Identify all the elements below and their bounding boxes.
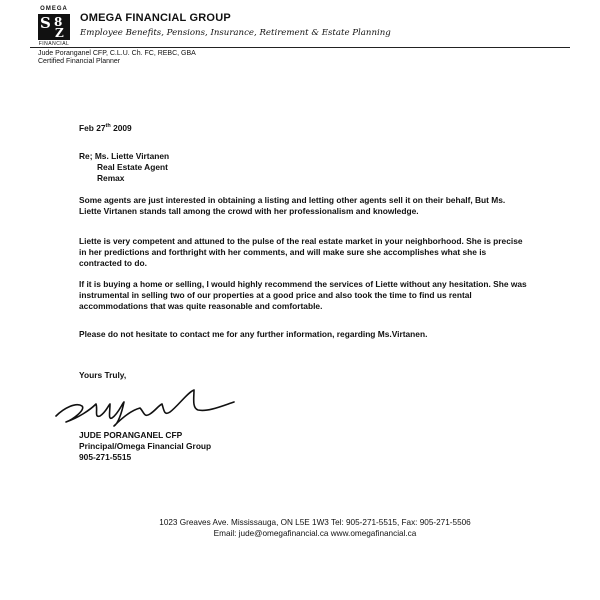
- signer-title: Principal/Omega Financial Group: [79, 441, 212, 451]
- signer-phone: 905-271-5515: [79, 452, 132, 462]
- footer-contact: Email: jude@omegafinancial.ca www.omegafinancial.ca: [213, 529, 417, 538]
- logo-glyph-z: Z: [55, 26, 64, 40]
- logo-top-text: OMEGA: [40, 6, 68, 12]
- logo-glyph-s: S: [40, 14, 51, 32]
- company-tagline: Employee Benefits, Pensions, Insurance, Retirement & Estate Planning: [80, 28, 391, 38]
- date-suffix: th: [105, 123, 111, 129]
- signer-name: JUDE PORANGANEL CFP: [79, 430, 183, 440]
- re-line: Re; Ms. Liette Virtanen: [79, 151, 170, 161]
- body-paragraph: Some agents are just interested in obtaining a listing and letting other agents sell it on their behalf, But Ms. Liette Virtanen stands tall among the crowd with her professionalism and knowledge.: [79, 195, 506, 217]
- closing: Yours Truly,: [79, 370, 127, 380]
- body-paragraph: Liette is very competent and attuned to the pulse of the real estate market in your neighborhood. She is precise in her predictions and forthright with her comments, and will make sure she accomplishes what she is contracted to do.: [79, 236, 523, 269]
- footer-address: 1023 Greaves Ave. Mississauga, ON L5E 1W3 Tel: 905-271-5515, Fax: 905-271-5506: [159, 518, 471, 527]
- date-prefix: Feb 27: [79, 123, 106, 133]
- re-line-company: Remax: [97, 173, 125, 183]
- sender-credentials: Jude Poranganel CFP, C.L.U. Ch. FC, REBC, GBA: [38, 50, 196, 57]
- body-paragraph: If it is buying a home or selling, I would highly recommend the services of Liette without any hesitation. She was instrumental in selling two of our properties at a good price and also took the time to find us rental accommodations that was quite reasonable and comfortable.: [79, 279, 527, 312]
- company-logo: [32, 6, 76, 48]
- letter-date: [79, 123, 132, 134]
- logo-mark: [38, 14, 70, 40]
- logo-bottom-text: FINANCIAL: [38, 41, 70, 47]
- sender-title: Certified Financial Planner: [38, 58, 121, 65]
- handwritten-signature: [52, 380, 237, 428]
- company-name: OMEGA FINANCIAL GROUP: [80, 12, 231, 24]
- body-paragraph: Please do not hesitate to contact me for any further information, regarding Ms.Virtanen.: [79, 329, 428, 339]
- date-year: 2009: [110, 123, 132, 133]
- header-divider: [30, 47, 570, 48]
- logo-glyph-8: 8: [54, 15, 63, 29]
- re-line-role: Real Estate Agent: [97, 162, 168, 172]
